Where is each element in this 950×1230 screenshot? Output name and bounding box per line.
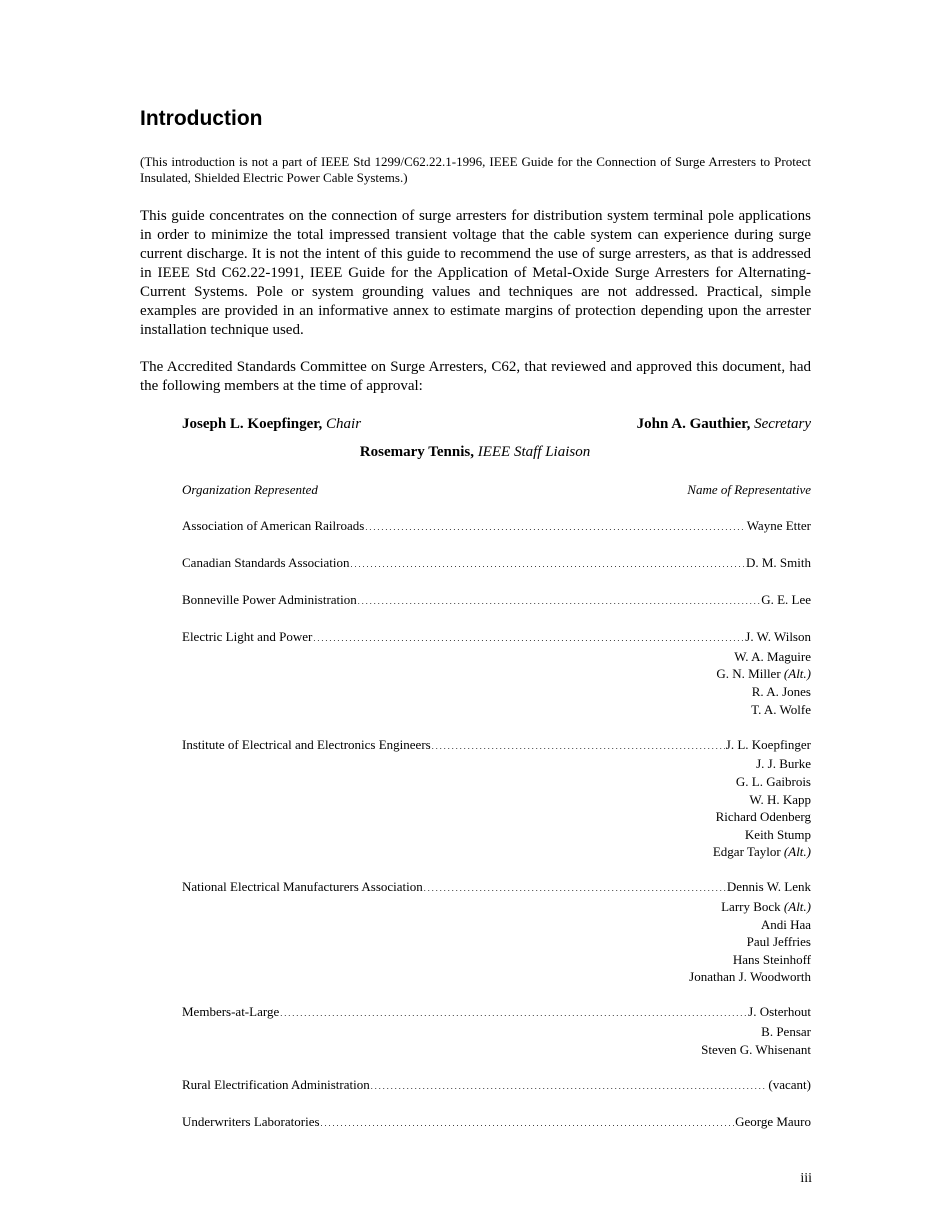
representative-name (746, 554, 811, 572)
organization-row (182, 878, 811, 898)
representative-line (182, 968, 811, 986)
representative-text: D. M. Smith (745, 555, 811, 571)
alternate-marker: (Alt.) (783, 844, 811, 860)
dot-leader (365, 517, 745, 537)
representative-line (182, 826, 811, 844)
organization-row (182, 1076, 811, 1096)
organization-entry (182, 554, 811, 574)
representative-line (182, 916, 811, 934)
representative-text: (vacant) (768, 1076, 811, 1092)
alternate-marker: (Alt.) (783, 666, 811, 682)
intro-paragraph-2: The Accredited Standards Committee on Surge Arresters, C62, that reviewed and approved this document, had the following members at the time of approval: (140, 359, 811, 394)
representative-name (745, 628, 811, 646)
secretary-role: Secretary (754, 416, 811, 432)
organization-name: National Electrical Manufacturers Association (182, 879, 423, 895)
organization-entry (182, 517, 811, 537)
representative-line (182, 898, 811, 916)
representative-text: George Mauro (735, 1113, 811, 1129)
representative-text: Edgar Taylor (712, 844, 781, 860)
secretary (637, 415, 811, 434)
representative-name (745, 827, 811, 842)
representative-name (689, 969, 811, 984)
representative-name (749, 792, 811, 807)
staff-liaison (250, 443, 700, 462)
representative-text: J. Osterhout (748, 1004, 811, 1020)
section-heading: Introduction (140, 107, 263, 130)
organization-entry (182, 1003, 811, 1058)
representative-line (182, 808, 811, 826)
organization-entry (182, 628, 811, 718)
organization-name: Institute of Electrical and Electronics Engineers (182, 736, 431, 752)
representative-line (182, 1023, 811, 1041)
representative-name (752, 684, 811, 699)
liaison-role: IEEE Staff Liaison (477, 444, 591, 460)
representative-text: Paul Jeffries (746, 934, 811, 950)
committee-officers (182, 415, 811, 434)
representative-text: Wayne Etter (746, 518, 811, 533)
representative-name (761, 591, 811, 609)
chair-name: Joseph L. Koepfinger, (182, 416, 323, 432)
organization-entry (182, 591, 811, 611)
organization-name: Canadian Standards Association (182, 555, 350, 571)
representative-line (182, 648, 811, 666)
representative-name (727, 878, 811, 896)
representative-name (701, 1042, 811, 1057)
representative-text: Dennis W. Lenk (726, 879, 811, 895)
representative-line (182, 1041, 811, 1059)
organization-roster (182, 517, 811, 1150)
representative-text: W. A. Maguire (734, 648, 811, 664)
organization-entry (182, 736, 811, 861)
organization-row (182, 736, 811, 756)
chair-role: Chair (326, 416, 362, 432)
representative-line (182, 933, 811, 951)
representative-text: G. L. Gaibrois (735, 773, 811, 789)
organization-row (182, 517, 811, 537)
representative-name (756, 756, 811, 771)
representative-line (182, 773, 811, 791)
representative-text: Steven G. Whisenant (701, 1041, 811, 1057)
representative-text: T. A. Wolfe (751, 701, 811, 717)
representative-text: Jonathan J. Woodworth (689, 969, 811, 985)
organization-row (182, 591, 811, 611)
organization-row (182, 554, 811, 574)
representative-line (182, 683, 811, 701)
organization-entry (182, 878, 811, 986)
organization-name: Bonneville Power Administration (182, 592, 357, 608)
representative-name (716, 666, 811, 681)
intro-paragraph-1: This guide concentrates on the connection of surge arresters for distribution system terminal pole applications in order to minimize the total impressed transient voltage that the cable system can experience during surge current discharge. It is not the intent of this guide to recommend the use of surge arresters, as that is addressed in IEEE Std C62.22-1991, IEEE Guide for the Application of Metal-Oxide Surge Arresters for Alternating-Current Systems. Pole or system grounding values and techniques are not addressed. Practical, simple examples are provided in an informative annex to estimate margins of protection depending upon the arrester installation technique used. (140, 208, 811, 338)
representative-text: J. W. Wilson (745, 629, 811, 645)
alternate-marker: (Alt.) (783, 899, 811, 914)
dot-leader (351, 554, 745, 574)
dot-leader (432, 736, 725, 756)
organization-row (182, 1113, 811, 1133)
representative-text: Andi Haa (760, 916, 811, 932)
representative-name (734, 649, 811, 664)
representative-column-header: Name of Representative (687, 482, 811, 497)
organization-entry (182, 1076, 811, 1096)
representative-name (747, 517, 811, 535)
representative-name (768, 1076, 811, 1094)
representative-text: Larry Bock (721, 899, 781, 914)
organization-row (182, 628, 811, 648)
representative-name (748, 1003, 811, 1021)
representative-text: G. E. Lee (761, 592, 811, 608)
organization-name: Members-at-Large (182, 1004, 280, 1020)
representative-name (751, 702, 811, 717)
dot-leader (280, 1003, 747, 1023)
organization-column-header: Organization Represented (182, 482, 318, 497)
representative-text: G. N. Miller (716, 666, 781, 682)
dot-leader (313, 628, 744, 648)
representative-name (721, 899, 811, 914)
representative-name (736, 774, 811, 789)
representative-name (733, 952, 811, 967)
organization-name: Electric Light and Power (182, 629, 313, 645)
representative-text: J. L. Koepfinger (725, 736, 811, 752)
dot-leader (424, 878, 726, 898)
representative-name (761, 1024, 811, 1039)
organization-entry (182, 1113, 811, 1133)
page-number: iii (800, 1171, 812, 1186)
representative-line (182, 951, 811, 969)
liaison-name: Rosemary Tennis, (359, 444, 474, 460)
roster-column-headers (182, 482, 811, 498)
representative-line (182, 755, 811, 773)
representative-name (761, 917, 811, 932)
representative-text: Keith Stump (744, 826, 811, 842)
representative-text: Richard Odenberg (715, 809, 811, 825)
representative-line (182, 791, 811, 809)
organization-row (182, 1003, 811, 1023)
representative-line (182, 665, 811, 683)
representative-name (713, 844, 811, 859)
organization-name: Underwriters Laboratories (182, 1113, 320, 1129)
representative-text: Hans Steinhoff (732, 951, 811, 967)
dot-leader (321, 1113, 735, 1133)
introduction-note: (This introduction is not a part of IEEE Std 1299/C62.22.1-1996, IEEE Guide for the Connection of Surge Arresters to Protect Insulated, Shielded Electric Power Cable Systems.) (140, 154, 811, 185)
organization-name: Association of American Railroads (182, 518, 365, 533)
representative-text: J. J. Burke (756, 756, 811, 772)
representative-line (182, 701, 811, 719)
representative-name (726, 736, 811, 754)
representative-text: B. Pensar (761, 1024, 811, 1040)
representative-name (716, 809, 811, 824)
representative-name (747, 934, 811, 949)
representative-line (182, 843, 811, 861)
chair (182, 415, 361, 434)
representative-text: R. A. Jones (751, 684, 811, 700)
dot-leader (371, 1076, 768, 1096)
representative-name (735, 1113, 811, 1131)
secretary-name: John A. Gauthier, (636, 416, 751, 432)
organization-name: Rural Electrification Administration (182, 1076, 370, 1092)
dot-leader (358, 591, 760, 611)
representative-text: W. H. Kapp (749, 791, 811, 807)
